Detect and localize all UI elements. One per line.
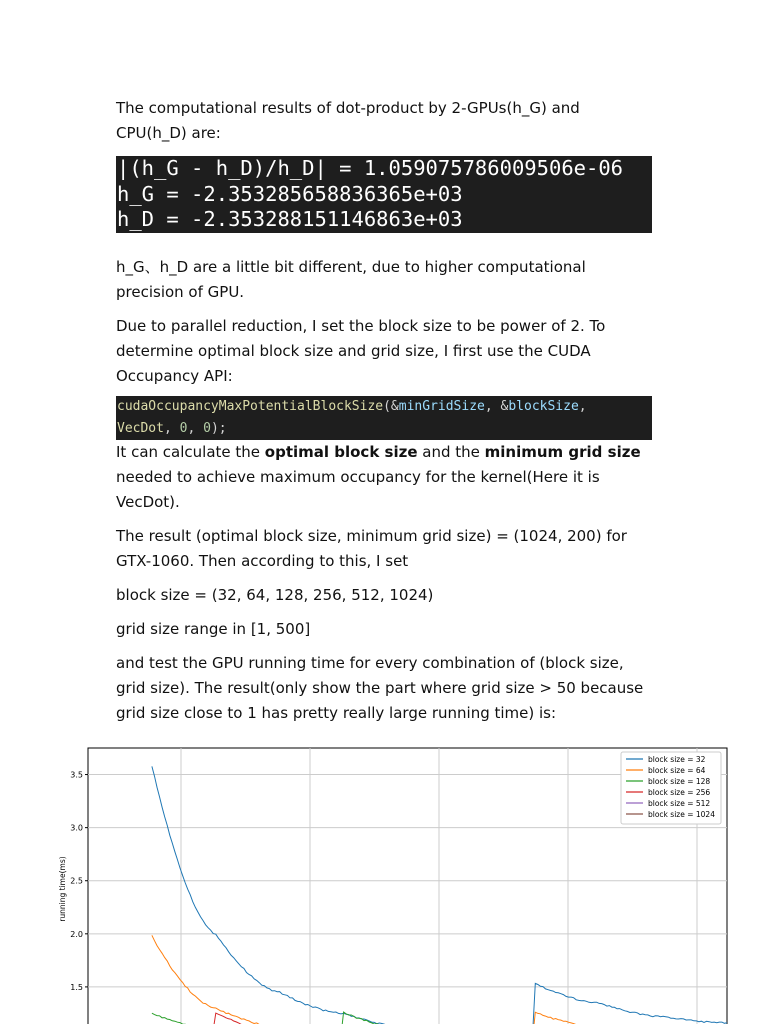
reduction-paragraph: Due to parallel reduction, I set the block size to be power of 2. To determine optimal block size and grid size, I first use the CUDA Occupancy API:	[116, 317, 606, 385]
legend-label: block size = 64	[648, 766, 706, 775]
legend-label: block size = 512	[648, 799, 711, 808]
code-punct: ,	[578, 399, 587, 414]
code-snippet	[116, 396, 652, 440]
y-axis-label: running time(ms)	[58, 856, 67, 922]
y-tick-label: 3.5	[70, 770, 83, 780]
legend-label: block size = 128	[648, 777, 711, 786]
block-size-line: block size = (32, 64, 128, 256, 512, 1024)	[116, 586, 434, 604]
code-punct: ,	[163, 421, 180, 436]
code-kernel: VecDot	[117, 421, 164, 436]
calc-text: It can calculate the	[116, 443, 265, 461]
code-number: 0	[203, 421, 211, 436]
code-punct: );	[210, 421, 227, 436]
code-punct: (&	[383, 399, 399, 414]
bold-term: optimal block size	[264, 443, 418, 461]
code-function: cudaOccupancyMaxPotentialBlockSize	[117, 399, 384, 414]
y-tick-label: 2.0	[70, 929, 83, 939]
terminal-line: h_D = -2.353288151146863e+03	[117, 207, 463, 231]
legend-label: block size = 1024	[648, 810, 715, 819]
y-tick-label: 1.5	[70, 982, 83, 992]
test-paragraph: and test the GPU running time for every combination of (block size, grid size). The result(only show the part where grid size > 50 because grid size close to 1 has pretty really large running time) is:	[116, 654, 644, 722]
code-punct: , &	[484, 399, 509, 414]
difference-paragraph: h_G、h_D are a little bit different, due to higher computational precision of GPU.	[116, 258, 586, 301]
terminal-line: |(h_G - h_D)/h_D| = 1.059075786009506e-06	[117, 156, 624, 180]
calc-text: needed to achieve maximum occupancy for the kernel(Here it is VecDot).	[116, 468, 600, 511]
calc-paragraph	[116, 440, 652, 515]
result-paragraph: The result (optimal block size, minimum grid size) = (1024, 200) for GTX-1060. Then according to this, I set	[116, 527, 627, 570]
bold-term: minimum grid size	[484, 443, 641, 461]
legend-label: block size = 32	[648, 755, 706, 764]
intro-paragraph: The computational results of dot-product by 2-GPUs(h_G) and CPU(h_D) are:	[116, 99, 580, 142]
document-body	[116, 96, 652, 726]
code-arg: minGridSize	[398, 399, 485, 414]
y-tick-label: 2.5	[70, 876, 83, 886]
code-number: 0	[179, 421, 188, 436]
calc-text: and the	[417, 443, 485, 461]
y-tick-label: 3.0	[70, 823, 83, 833]
code-arg: blockSize	[508, 399, 579, 414]
terminal-line: h_G = -2.353285658836365e+03	[117, 181, 463, 206]
code-punct: ,	[187, 421, 204, 436]
running-time-chart	[0, 740, 768, 1024]
grid-size-line: grid size range in [1, 500]	[116, 620, 311, 638]
terminal-output	[116, 156, 652, 233]
legend-label: block size = 256	[648, 788, 711, 797]
